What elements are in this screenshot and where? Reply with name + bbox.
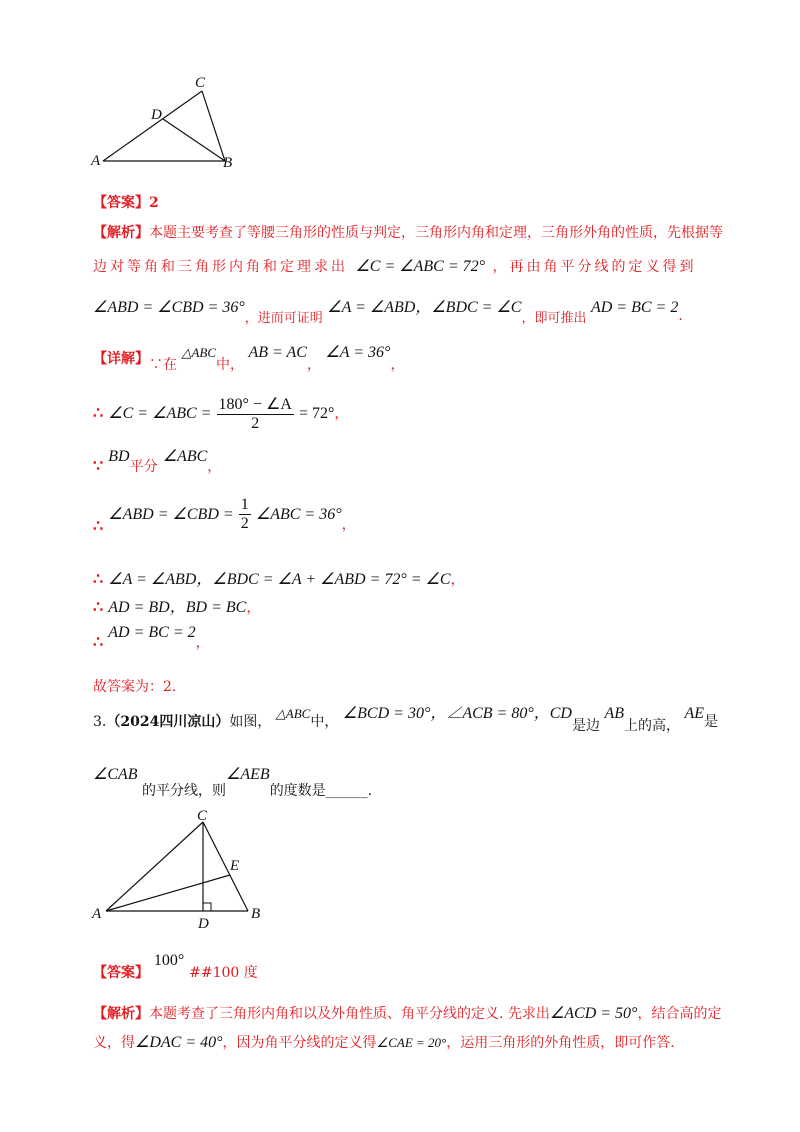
label-d: D <box>198 916 209 932</box>
label-c: C <box>195 75 206 91</box>
math-expression: ∠AEB <box>226 766 270 783</box>
math-expression: ∠ABC = 36° <box>255 506 342 523</box>
analysis-tag: 【解析】 <box>93 1006 149 1022</box>
math-expression: AE <box>684 705 704 722</box>
math-expression: AB = AC <box>248 344 307 361</box>
analysis-text: ，再由角平分线的定义得到 <box>492 259 697 275</box>
analysis-text: ，因为角平分线的定义得 <box>222 1035 377 1051</box>
fraction <box>239 496 251 533</box>
step-3 <box>93 496 356 533</box>
math-expression: ∠BCD = 30°，∠ACB = 80°，CD <box>342 705 572 722</box>
punctuation: ， <box>195 635 210 651</box>
detail-text: 中， <box>216 357 245 373</box>
triangle-figure-1 <box>85 72 245 172</box>
answer-line <box>93 950 258 981</box>
analysis-line-3 <box>93 294 683 326</box>
math-expression: ∠A = ∠ABD，∠BDC = ∠A + ∠ABD = 72° = ∠C <box>108 571 451 588</box>
analysis-text: ，运用三角形的外角性质，即可作答. <box>446 1035 675 1051</box>
question-source: （2024四川凉山） <box>106 714 230 730</box>
punctuation: ， <box>341 517 356 533</box>
math-expression: ∠DAC = 40° <box>135 1034 223 1051</box>
fraction-denominator: 2 <box>251 415 260 432</box>
question-3-line-1 <box>93 705 718 734</box>
triangle-figure-2 <box>90 808 270 933</box>
analysis-text: 边对等角和三角形内角和定理求出 <box>93 259 348 275</box>
label-d: D <box>151 107 162 123</box>
step-text: 平分 <box>129 459 158 475</box>
analysis-text: 本题主要考查了等腰三角形的性质与判定，三角形内角和定理，三角形外角的性质，先根据等 <box>149 225 723 241</box>
question-text: 的平分线，则 <box>142 783 227 799</box>
answer-line <box>93 192 159 212</box>
math-expression: ∠CAE = 20° <box>376 1035 447 1050</box>
analysis-text: ，进而可证明 <box>244 311 323 326</box>
math-expression: △ABC <box>275 706 311 721</box>
math-expression: AD = BC = 2 <box>590 299 679 316</box>
analysis-tag: 【解析】 <box>93 225 149 241</box>
answer-tag: 【答案】 <box>93 195 149 211</box>
analysis-line-1 <box>93 1003 721 1023</box>
math-expression: ∠C = ∠ABC = <box>108 405 212 422</box>
punctuation: ， <box>450 572 465 588</box>
question-text: 的度数是______. <box>269 783 373 799</box>
answer-value: 100° <box>153 952 185 969</box>
step-6 <box>93 622 210 651</box>
step-2 <box>93 446 222 475</box>
question-text: 上的高， <box>623 718 680 734</box>
answer-tag: 【答案】 <box>93 965 149 981</box>
fraction <box>217 394 294 433</box>
detail-text: ， <box>306 357 321 373</box>
math-expression: AB <box>604 705 624 722</box>
punctuation: ， <box>334 406 349 422</box>
question-text: 是 <box>703 714 718 730</box>
math-expression: ∠C = ∠ABC = 72° <box>355 258 486 275</box>
math-expression: ∠ABD = ∠CBD = <box>108 506 234 523</box>
label-b: B <box>223 155 233 171</box>
question-3-line-2 <box>93 766 373 799</box>
answer-value: 2 <box>149 195 159 211</box>
detail-tag: 【详解】 <box>93 351 149 367</box>
math-expression: AD = BC = 2 <box>108 624 196 641</box>
punctuation: ， <box>207 459 222 475</box>
detail-text: ∵在 <box>149 357 177 373</box>
answer-alternate: ##100 度 <box>189 965 258 981</box>
label-c: C <box>197 808 208 824</box>
math-expression: ∠A = ∠ABD，∠BDC = ∠C <box>327 299 522 316</box>
math-expression: = 72° <box>298 405 335 422</box>
fraction-numerator: 180° − ∠A <box>218 396 292 413</box>
math-expression: AD = BD，BD = BC <box>108 599 247 616</box>
question-number: 3. <box>93 714 107 730</box>
analysis-text: ，结合高的定 <box>637 1006 722 1022</box>
math-expression: △ABC <box>181 345 217 360</box>
analysis-text: 义，得 <box>93 1035 135 1051</box>
analysis-text: 本题考查了三角形内角和以及外角性质、角平分线的定义. 先求出 <box>149 1006 550 1022</box>
therefore-symbol: ∴ <box>93 569 104 588</box>
label-b: B <box>251 906 261 922</box>
step-1 <box>93 394 348 433</box>
math-expression: ∠ABD = ∠CBD = 36° <box>93 299 245 316</box>
therefore-symbol: ∴ <box>93 403 104 422</box>
therefore-symbol: ∴ <box>93 516 104 535</box>
label-a: A <box>91 153 101 169</box>
label-a: A <box>92 906 102 922</box>
detail-line-1 <box>93 344 405 373</box>
analysis-line-1 <box>93 222 723 242</box>
punctuation: ， <box>246 600 261 616</box>
math-expression: ∠ACD = 50° <box>549 1005 638 1022</box>
question-text: 如图， <box>229 714 272 730</box>
math-expression: BD <box>108 448 130 465</box>
detail-text: ， <box>390 357 405 373</box>
math-expression: ∠A = 36° <box>325 344 391 361</box>
because-symbol: ∵ <box>93 456 104 475</box>
therefore-symbol: ∴ <box>93 632 104 651</box>
step-5 <box>93 594 260 617</box>
analysis-text: . <box>678 308 683 324</box>
math-expression: ∠ABC <box>162 448 208 465</box>
therefore-symbol: ∴ <box>93 597 104 616</box>
fraction-denominator: 2 <box>240 515 249 532</box>
question-text: 中， <box>310 714 339 730</box>
final-answer: 故答案为：2. <box>93 679 177 695</box>
fraction-numerator: 1 <box>240 496 249 513</box>
analysis-line-2 <box>93 1032 675 1052</box>
step-4 <box>93 566 465 589</box>
analysis-text: ，即可推出 <box>521 311 587 326</box>
question-text: 是边 <box>571 718 600 734</box>
math-expression: ∠CAB <box>93 766 138 783</box>
label-e: E <box>230 858 240 874</box>
analysis-line-2 <box>93 256 696 276</box>
